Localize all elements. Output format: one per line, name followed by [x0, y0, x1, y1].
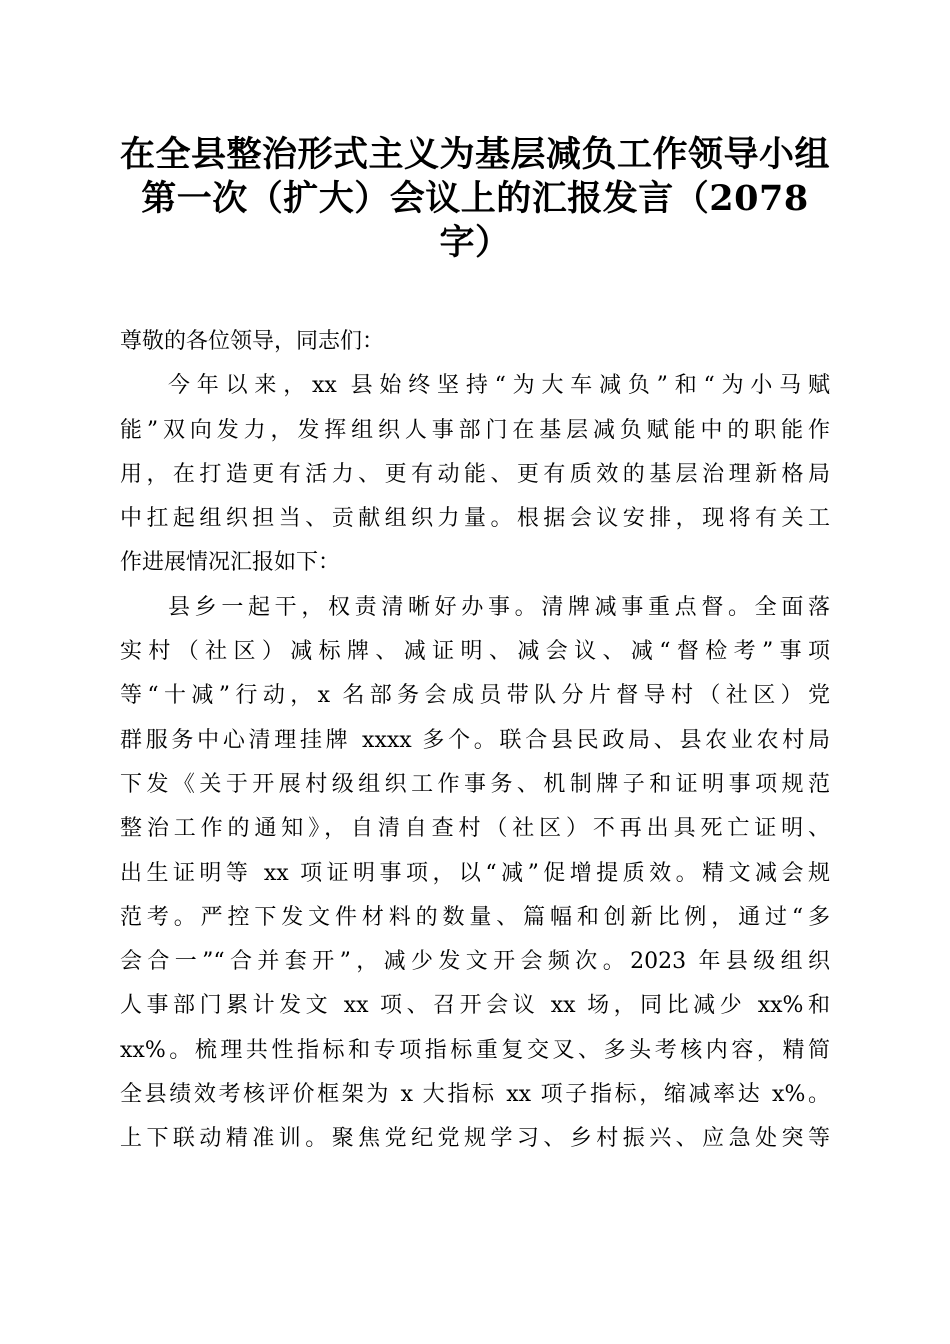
text-line: 人事部门累计发文 xx 项、召开会议 xx 场，同比减少 xx%和 — [120, 993, 830, 1019]
text-line: xx%。梳理共性指标和专项指标重复交叉、多头考核内容，精简 — [120, 1037, 830, 1063]
text-line: 整治工作的通知》，自清自查村（社区）不再出具死亡证明、 — [120, 816, 830, 842]
text-line: 等“十减”行动，x 名部务会成员带队分片督导村（社区）党 — [120, 683, 830, 709]
text-line: 今年以来，xx 县始终坚持“为大车减负”和“为小马赋 — [168, 373, 830, 399]
document-body — [120, 320, 830, 1162]
paragraph-2 — [120, 586, 830, 1162]
text-line: 群服务中心清理挂牌 xxxx 多个。联合县民政局、县农业农村局 — [120, 727, 830, 753]
text-line: 用，在打造更有活力、更有动能、更有质效的基层治理新格局 — [120, 461, 830, 487]
text-line: 能”双向发力，发挥组织人事部门在基层减负赋能中的职能作 — [120, 417, 830, 443]
text-line: 出生证明等 xx 项证明事项，以“减”促增提质效。精文减会规 — [120, 860, 830, 886]
text-line: 实村（社区）减标牌、减证明、减会议、减“督检考”事项 — [120, 639, 830, 665]
text-line: 作进展情况汇报如下： — [120, 550, 341, 576]
text-line: 范考。严控下发文件材料的数量、篇幅和创新比例，通过“多 — [120, 904, 830, 930]
text-line: 会合一”“合并套开”，减少发文开会频次。2023 年县级组织 — [120, 949, 830, 975]
text-line: 下发《关于开展村级组织工作事务、机制牌子和证明事项规范 — [120, 771, 830, 797]
title-line: 第一次（扩大）会议上的汇报发言（2078 — [141, 178, 809, 219]
text-line: 全县绩效考核评价框架为 x 大指标 xx 项子指标，缩减率达 x%。 — [120, 1082, 830, 1108]
text-line: 中扛起组织担当、贡献组织力量。根据会议安排，现将有关工 — [120, 506, 830, 532]
salutation: 尊敬的各位领导，同志们： — [120, 329, 385, 354]
paragraph-1 — [120, 364, 830, 585]
document-title — [110, 133, 840, 265]
text-line: 县乡一起干，权责清晰好办事。清牌减事重点督。全面落 — [168, 594, 830, 620]
title-line: 字） — [439, 222, 511, 263]
text-line: 上下联动精准训。聚焦党纪党规学习、乡村振兴、应急处突等 — [120, 1126, 830, 1152]
title-line: 在全县整治形式主义为基层减负工作领导小组 — [119, 134, 830, 175]
